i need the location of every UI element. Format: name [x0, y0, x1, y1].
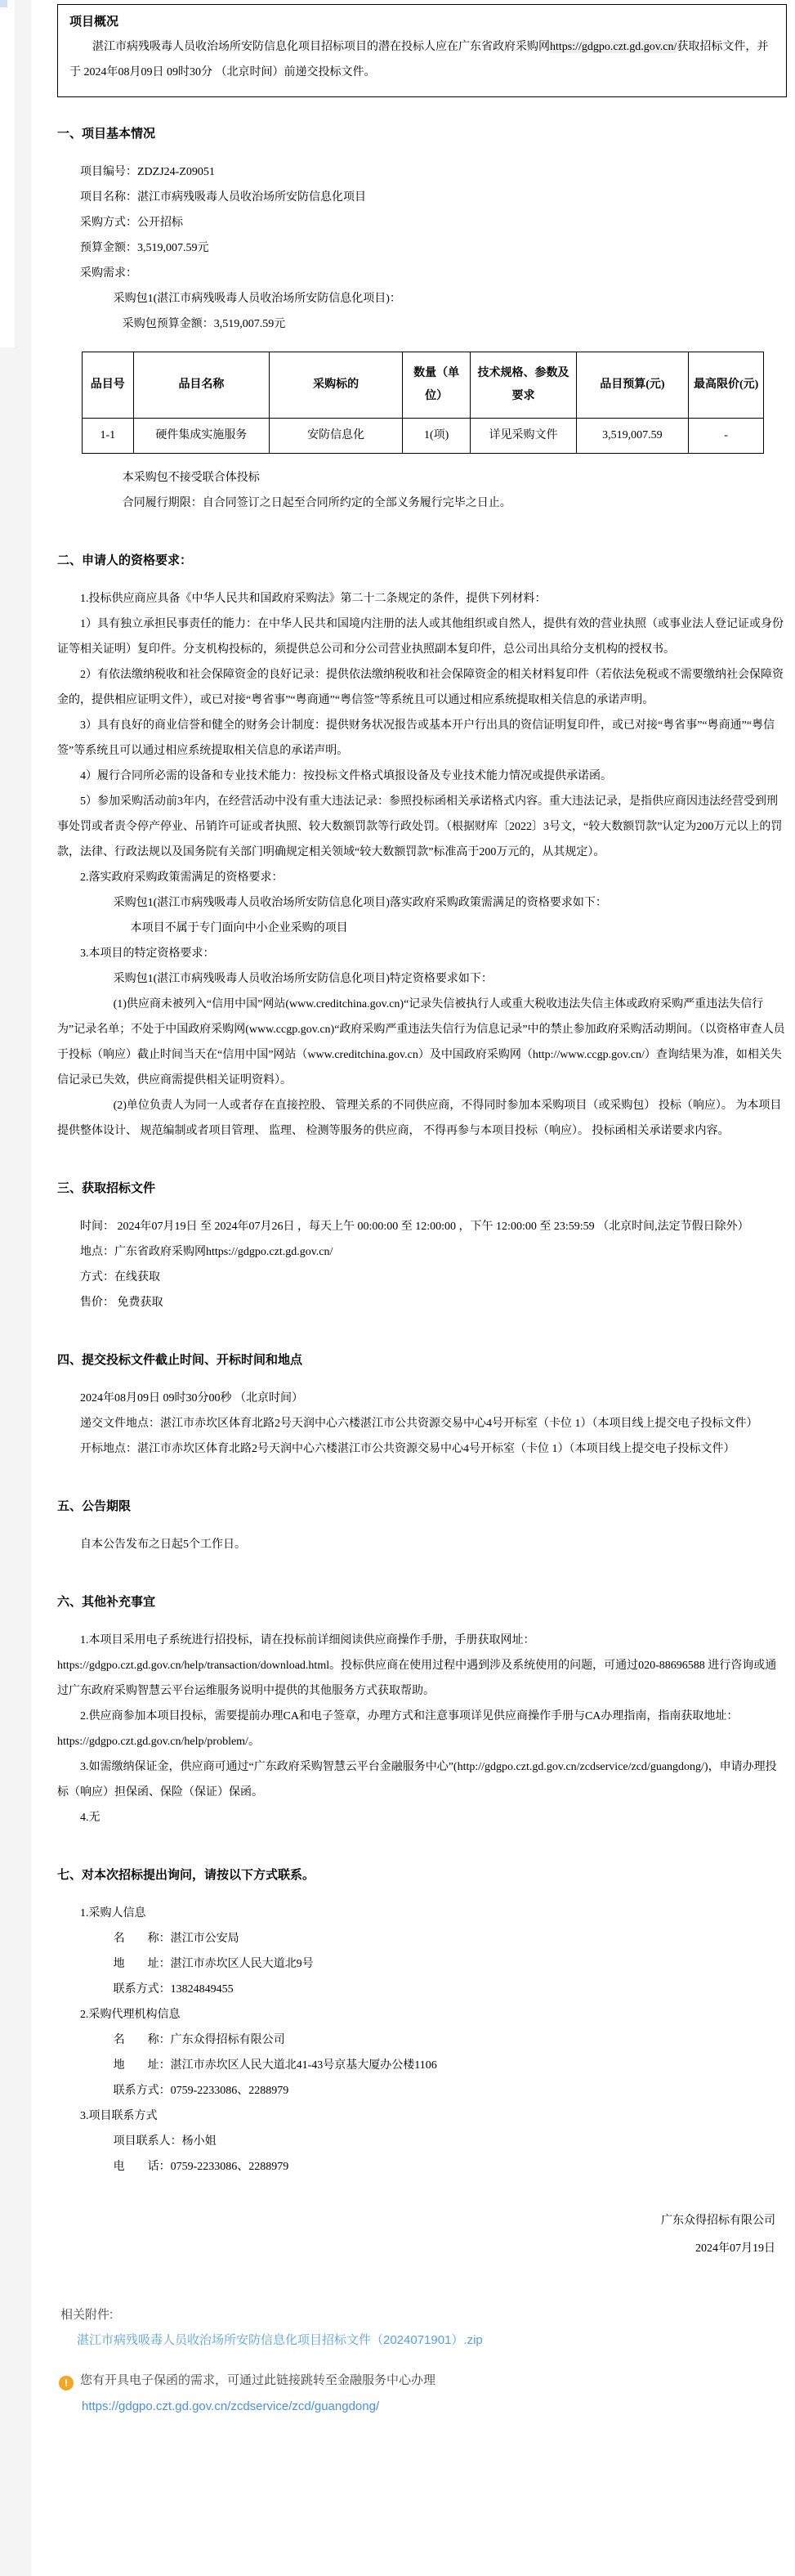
agency-info-title: 2.采购代理机构信息 [80, 2009, 181, 2021]
bid-opening-place: 开标地点：湛江市赤坎区体育北路2号天润中心六楼湛江市公共资源交易中心4号开标室（卡位 1）（本项目线上提交电子投标文件） [80, 1443, 735, 1455]
purchaser-contact: 联系方式：13824849455 [113, 1983, 234, 1996]
project-overview-box [57, 4, 787, 97]
corner-accent [0, 0, 7, 7]
qualification-item-1: 1）具有独立承担民事责任的能力：在中华人民共和国境内注册的法人或其他组织或自然人，提供有效的营业执照（或事业法人登记证或身份证等相关证明）复印件。分支机构投标的，须提供总公司和分公司营业执照副本复印件，总公司出具给分支机构的授权书。 [57, 618, 784, 656]
cell-procurement-target: 安防信息化 [270, 419, 403, 454]
purchaser-address: 地 址：湛江市赤坎区人民大道北9号 [113, 1958, 314, 1970]
overview-title: 项目概况 [69, 16, 119, 29]
overview-text-pre: 湛江市病残吸毒人员收治场所安防信息化项目招标项目的潜在投标人应在广东省政府采购网 [92, 41, 550, 53]
qualification-item-4: 4）履行合同所必需的设备和专业技术能力：按投标文件格式填报设备及专业技术能力情况或提供承诺函。 [80, 770, 612, 782]
qualification-item-5: 5）参加采购活动前3年内，在经营活动中没有重大违法记录：参照投标函相关承诺格式内容。重大违法记录，是指供应商因违法经营受到刑事处罚或者责令停产停业、吊销许可证或者执照、较大数额罚款等行政处罚。（根据财库〔2022〕3号文，“较大数额罚款”认定为200万元以上的罚款，法律、行政法规以及国务院有关部门明确规定相关领域“较大数额罚款”标准高于200万元的，从其规定）。 [57, 795, 783, 858]
guarantee-notice-text: 您有开具电子保函的需求，可通过此链接跳转至金融服务中心办理 [80, 2373, 436, 2387]
policy-requirement-package: 采购包1(湛江市病残吸毒人员收治场所安防信息化项目)落实政府采购政策需满足的资格要求如下： [113, 897, 607, 909]
overview-paragraph [69, 34, 775, 85]
left-gutter-top [0, 0, 15, 347]
cell-max-price: - [689, 419, 764, 454]
qualification-intro: 1.投标供应商应具备《中华人民共和国政府采购法》第二十二条规定的条件，提供下列材料： [80, 593, 547, 605]
cell-item-name: 硬件集成实施服务 [133, 419, 270, 454]
specific-requirement-1: (1)供应商未被列入“信用中国”网站(www.creditchina.gov.cn)“记录失信被执行人或重大税收违法失信主体或政府采购严重违法失信行为”记录名单；不处于中国政府采购网(www.ccgp.gov.cn)“政府采购严重违法失信行为信息记录”中的禁止参加政府采购活动期间。（以资格审查人员于投标（响应）截止时间当天在“信用中国”网站（www.creditchina.gov.cn）及中国政府采购网（http://www.ccgp.gov.cn/）查询结果为准，如相关失信记录已失效，供应商需提供相关证明资料）。 [57, 998, 785, 1086]
col-item-no: 品目号 [83, 352, 134, 419]
supplement-item-4: 4.无 [80, 1812, 100, 1824]
section-5-heading: 五、公告期限 [57, 1500, 132, 1513]
package-title: 采购包1(湛江市病残吸毒人员收治场所安防信息化项目)： [113, 293, 401, 305]
financial-service-link[interactable]: https://gdgpo.czt.gd.gov.cn/zcdservice/zcd/guangdong/ [82, 2399, 380, 2413]
section-6-heading: 六、其他补充事宜 [57, 1596, 156, 1609]
project-contact-phone: 电 话：0759-2233086、2288979 [113, 2161, 289, 2173]
purchaser-name: 名 称：湛江市公安局 [113, 1933, 239, 1945]
col-procurement-target: 采购标的 [270, 352, 403, 419]
qualification-item-3: 3）具有良好的商业信誉和健全的财务会计制度：提供财务状况报告或基本开户行出具的资信证明复印件，或已对接“粤省事”“粤商通”“粤信签”等系统且可以通过相应系统提取相关信息的承诺声明。 [57, 719, 775, 757]
qualification-item-2: 2）有依法缴纳税收和社会保障资金的良好记录：提供依法缴纳税收和社会保障资金的相关材料复印件（若依法免税或不需要缴纳社会保障资金的，提供相应证明文件），或已对接“粤省事”“粤商通”“粤信签”等系统且可以通过相应系统提取相关信息的承诺声明。 [57, 669, 784, 706]
doc-obtain-price: 售价： 免费获取 [80, 1297, 163, 1309]
attachments-label: 相关附件: [60, 2308, 114, 2322]
procurement-method: 采购方式：公开招标 [80, 217, 183, 229]
col-item-budget: 品目预算(元) [576, 352, 689, 419]
guarantee-notice [59, 2371, 787, 2417]
bid-submit-place: 递交文件地点：湛江市赤坎区体育北路2号天润中心六楼湛江市公共资源交易中心4号开标室（卡位 1）（本项目线上提交电子投标文件） [80, 1418, 758, 1430]
policy-requirement-sme-note: 本项目不属于专门面向中小企业采购的项目 [130, 922, 348, 934]
attachments-section [57, 2305, 787, 2350]
announcement-period: 自本公告发布之日起5个工作日。 [80, 1539, 246, 1551]
supplement-item-2: 2.供应商参加本项目投标，需要提前办理CA和电子签章，办理方式和注意事项详见供应商操作手册与CA办理指南，指南获取地址：https://gdgpo.czt.gd.gov.cn/help/problem/。 [57, 1710, 739, 1748]
signature-block [57, 2207, 787, 2263]
specific-requirement-2: (2)单位负责人为同一人或者存在直接控股、 管理关系的不同供应商，不得同时参加本采购项目（或采购包） 投标（响应）。 为本项目提供整体设计、 规范编制或者项目管理、 监理、 检测等服务的供应商， 不得再参与本项目投标（响应）。 投标函相关承诺要求内容。 [57, 1100, 782, 1137]
overview-procurement-url: https://gdgpo.czt.gd.gov.cn/ [550, 41, 677, 53]
agency-address: 地 址：湛江市赤坎区人民大道北41-43号京基大厦办公楼1106 [113, 2059, 437, 2072]
purchaser-info-title: 1.采购人信息 [80, 1907, 146, 1920]
section-1-heading: 一、项目基本情况 [57, 128, 156, 141]
items-table-row [83, 419, 764, 454]
note-no-consortium: 本采购包不接受联合体投标 [122, 472, 260, 484]
warning-icon: ! [59, 2376, 74, 2390]
project-contact-title: 3.项目联系方式 [80, 2110, 158, 2122]
specific-requirement-title: 3.本项目的特定资格要求： [80, 948, 215, 960]
supplement-item-3: 3.如需缴纳保证金，供应商可通过“广东政府采购智慧云平台金融服务中心”(http://gdgpo.czt.gd.gov.cn/zcdservice/zcd/guangdong/)，申请办理投标（响应）担保函、保险（保证）保函。 [57, 1761, 777, 1799]
signature-date: 2024年07月19日 [695, 2242, 775, 2255]
project-number: 项目编号：ZDZJ24-Z09051 [80, 166, 215, 178]
specific-requirement-package: 采购包1(湛江市病残吸毒人员收治场所安防信息化项目)特定资格要求如下： [113, 973, 493, 985]
agency-contact: 联系方式：0759-2233086、2288979 [113, 2085, 289, 2097]
doc-obtain-method: 方式：在线获取 [80, 1271, 160, 1284]
col-quantity: 数量（单位） [402, 352, 470, 419]
tender-announcement-document [31, 0, 795, 2576]
project-contact-person: 项目联系人：杨小姐 [113, 2135, 217, 2148]
section-7-heading: 七、对本次招标提出询问，请按以下方式联系。 [57, 1869, 315, 1882]
col-item-name: 品目名称 [133, 352, 270, 419]
attachment-zip-link[interactable]: 湛江市病残吸毒人员收治场所安防信息化项目招标文件（2024071901）.zip [77, 2333, 483, 2347]
signature-company: 广东众得招标有限公司 [661, 2215, 775, 2227]
supplement-item-1: 1.本项目采用电子系统进行招投标，请在投标前详细阅读供应商操作手册，手册获取网址：https://gdgpo.czt.gd.gov.cn/help/transaction/download.html。投标供应商在使用过程中遇到涉及系统使用的问题，可通过020-88696588 进行咨询或通过广东政府采购智慧云平台运维服务说明中提供的其他服务方式获取帮助。 [57, 1634, 777, 1697]
items-table-header-row [83, 352, 764, 419]
cell-tech-spec: 详见采购文件 [471, 419, 576, 454]
section-4-heading: 四、提交投标文件截止时间、开标时间和地点 [57, 1354, 303, 1367]
package-budget: 采购包预算金额：3,519,007.59元 [122, 318, 286, 330]
procurement-demand-label: 采购需求： [80, 267, 137, 280]
items-table [82, 352, 764, 454]
bid-deadline: 2024年08月09日 09时30分00秒 （北京时间） [80, 1392, 303, 1404]
doc-obtain-place: 地点：广东省政府采购网https://gdgpo.czt.gd.gov.cn/ [80, 1246, 333, 1258]
section-3-heading: 三、获取招标文件 [57, 1182, 156, 1195]
section-2-heading: 二、申请人的资格要求： [57, 554, 193, 567]
budget-amount: 预算金额：3,519,007.59元 [80, 242, 209, 254]
cell-item-budget: 3,519,007.59 [576, 419, 689, 454]
note-contract-period: 合同履行期限：自合同签订之日起至合同所约定的全部义务履行完毕之日止。 [122, 497, 511, 509]
policy-requirement-title: 2.落实政府采购政策需满足的资格要求： [80, 871, 284, 884]
col-tech-spec: 技术规格、参数及要求 [471, 352, 576, 419]
cell-item-no: 1-1 [83, 419, 134, 454]
doc-obtain-time: 时间： 2024年07月19日 至 2024年07月26日 ，每天上午 00:00:00 至 12:00:00 ，下午 12:00:00 至 23:59:59 （北京时间,法定节假日除外） [80, 1221, 749, 1233]
overview-text-post: 获取招标文件，并于 2024年08月09日 09时30分 （北京时间）前递交投标文件。 [69, 41, 769, 78]
col-max-price: 最高限价(元) [689, 352, 764, 419]
project-name: 项目名称：湛江市病残吸毒人员收治场所安防信息化项目 [80, 191, 366, 204]
cell-quantity: 1(项) [402, 419, 470, 454]
agency-name: 名 称：广东众得招标有限公司 [113, 2034, 285, 2046]
